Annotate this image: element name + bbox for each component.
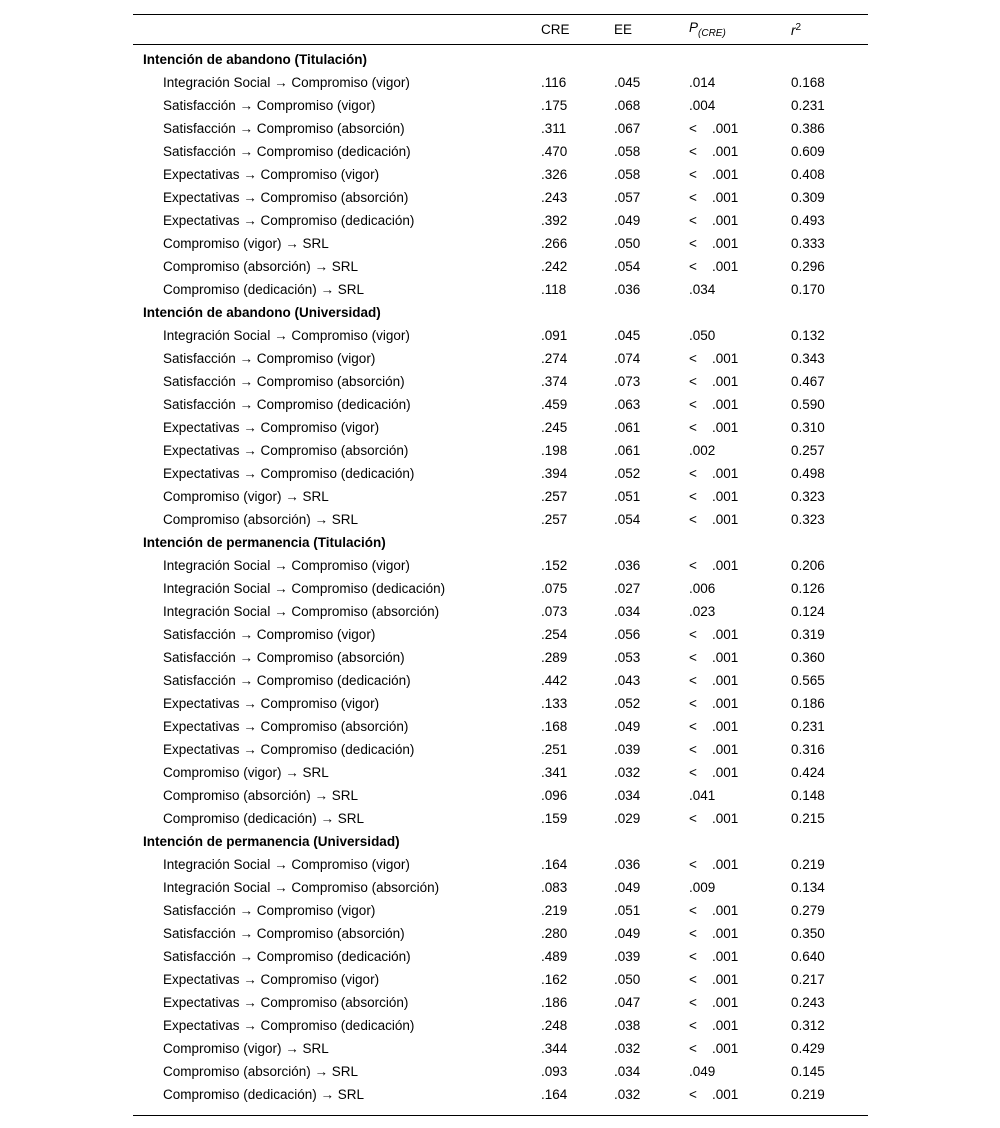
ee-value: .053: [614, 650, 641, 665]
less-than-sign: <: [689, 236, 697, 251]
p-value: < .001: [689, 416, 791, 439]
r2-value: 0.343: [791, 351, 825, 366]
table-row: [133, 1060, 868, 1083]
r2-value: 0.296: [791, 259, 825, 274]
p-value: < .001: [689, 232, 791, 255]
ee-value: .063: [614, 397, 641, 412]
header-r-squared: [791, 22, 868, 38]
ee-value: .034: [614, 1064, 641, 1079]
r2-value: 0.640: [791, 949, 825, 964]
r2-value: 0.170: [791, 282, 825, 297]
path-label: Expectativas → Compromiso (vigor): [163, 972, 380, 987]
cre-value: .242: [541, 259, 568, 274]
p-value: .002: [689, 443, 716, 458]
ee-value: .073: [614, 374, 641, 389]
p-value: < .001: [689, 370, 791, 393]
less-than-sign: <: [689, 213, 697, 228]
table-row: [133, 784, 868, 807]
r2-value: 0.132: [791, 328, 825, 343]
p-value: < .001: [689, 968, 791, 991]
r2-value: 0.360: [791, 650, 825, 665]
ee-value: .051: [614, 489, 641, 504]
ee-value: .043: [614, 673, 641, 688]
less-than-sign: <: [689, 489, 697, 504]
p-value: < .001: [689, 347, 791, 370]
less-than-sign: <: [689, 696, 697, 711]
results-table: [133, 14, 868, 1116]
cre-value: .248: [541, 1018, 568, 1033]
p-value: < .001: [689, 669, 791, 692]
p-value: < .001: [689, 945, 791, 968]
p-value: .006: [689, 581, 716, 596]
ee-value: .038: [614, 1018, 641, 1033]
p-value: .034: [689, 282, 716, 297]
less-than-sign: <: [689, 972, 697, 987]
p-value: < .001: [689, 485, 791, 508]
p-value: .014: [689, 75, 716, 90]
ee-value: .036: [614, 282, 641, 297]
table-row: [133, 899, 868, 922]
r2-value: 0.467: [791, 374, 825, 389]
less-than-sign: <: [689, 121, 697, 136]
path-label: Satisfacción → Compromiso (dedicación): [163, 949, 411, 964]
p-value: < .001: [689, 117, 791, 140]
path-label: Expectativas → Compromiso (absorción): [163, 719, 409, 734]
ee-value: .032: [614, 1087, 641, 1102]
cre-value: .243: [541, 190, 568, 205]
table-header-row: [133, 15, 868, 45]
less-than-sign: <: [689, 397, 697, 412]
table-row: [133, 462, 868, 485]
table-row: [133, 186, 868, 209]
r2-value: 0.319: [791, 627, 825, 642]
less-than-sign: <: [689, 1018, 697, 1033]
path-label: Integración Social → Compromiso (dedicación): [163, 581, 446, 596]
ee-value: .058: [614, 167, 641, 182]
path-label: Compromiso (dedicación) → SRL: [163, 282, 365, 297]
path-label: Expectativas → Compromiso (vigor): [163, 167, 380, 182]
p-value: .009: [689, 880, 716, 895]
cre-value: .289: [541, 650, 568, 665]
cre-value: .311: [541, 121, 567, 136]
ee-value: .027: [614, 581, 641, 596]
less-than-sign: <: [689, 926, 697, 941]
ee-value: .049: [614, 926, 641, 941]
table-row: [133, 922, 868, 945]
section-header-row: Intención de permanencia (Universidad): [143, 834, 400, 849]
path-label: Satisfacción → Compromiso (vigor): [163, 98, 376, 113]
r2-value: 0.590: [791, 397, 825, 412]
path-label: Expectativas → Compromiso (dedicación): [163, 213, 415, 228]
p-value: < .001: [689, 922, 791, 945]
table-row: [133, 1037, 868, 1060]
path-label: Integración Social → Compromiso (vigor): [163, 857, 410, 872]
cre-value: .091: [541, 328, 568, 343]
less-than-sign: <: [689, 742, 697, 757]
ee-value: .034: [614, 604, 641, 619]
ee-value: .058: [614, 144, 641, 159]
path-label: Compromiso (vigor) → SRL: [163, 236, 329, 251]
path-label: Integración Social → Compromiso (vigor): [163, 558, 410, 573]
path-label: Satisfacción → Compromiso (vigor): [163, 627, 376, 642]
ee-value: .050: [614, 236, 641, 251]
table-row: [133, 347, 868, 370]
path-label: Satisfacción → Compromiso (vigor): [163, 351, 376, 366]
ee-value: .061: [614, 420, 641, 435]
p-value: < .001: [689, 853, 791, 876]
r2-value: 0.312: [791, 1018, 825, 1033]
less-than-sign: <: [689, 857, 697, 872]
cre-value: .186: [541, 995, 568, 1010]
r2-value: 0.148: [791, 788, 825, 803]
cre-value: .096: [541, 788, 568, 803]
path-label: Satisfacción → Compromiso (dedicación): [163, 144, 411, 159]
path-label: Satisfacción → Compromiso (absorción): [163, 121, 405, 136]
less-than-sign: <: [689, 512, 697, 527]
ee-value: .036: [614, 558, 641, 573]
less-than-sign: <: [689, 627, 697, 642]
table-row: [133, 945, 868, 968]
path-label: Satisfacción → Compromiso (dedicación): [163, 397, 411, 412]
path-label: Expectativas → Compromiso (absorción): [163, 995, 409, 1010]
less-than-sign: <: [689, 673, 697, 688]
table-row: [133, 278, 868, 301]
table-row: [133, 94, 868, 117]
cre-value: .152: [541, 558, 568, 573]
p-value: .023: [689, 604, 716, 619]
path-label: Integración Social → Compromiso (absorción): [163, 604, 440, 619]
p-value: < .001: [689, 991, 791, 1014]
table-row: [133, 209, 868, 232]
table-row: [133, 71, 868, 94]
cre-value: .162: [541, 972, 568, 987]
less-than-sign: <: [689, 949, 697, 964]
p-value: < .001: [689, 209, 791, 232]
less-than-sign: <: [689, 190, 697, 205]
table-row: [133, 738, 868, 761]
less-than-sign: <: [689, 650, 697, 665]
ee-value: .054: [614, 512, 641, 527]
p-value: < .001: [689, 554, 791, 577]
ee-value: .074: [614, 351, 641, 366]
less-than-sign: <: [689, 811, 697, 826]
table-row: [133, 715, 868, 738]
r2-value: 0.323: [791, 489, 825, 504]
ee-value: .068: [614, 98, 641, 113]
p-value: < .001: [689, 738, 791, 761]
p-value: .050: [689, 328, 716, 343]
ee-value: .054: [614, 259, 641, 274]
r-superscript: 2: [795, 21, 802, 33]
table-row: [133, 876, 868, 899]
p-value: < .001: [689, 163, 791, 186]
cre-value: .280: [541, 926, 568, 941]
p-value: < .001: [689, 1037, 791, 1060]
p-value: < .001: [689, 807, 791, 830]
p-value: < .001: [689, 255, 791, 278]
table-row: [133, 439, 868, 462]
header-cre: CRE: [541, 22, 570, 37]
table-row: [133, 324, 868, 347]
path-label: Satisfacción → Compromiso (absorción): [163, 926, 405, 941]
cre-value: .257: [541, 489, 568, 504]
table-row: [133, 853, 868, 876]
less-than-sign: <: [689, 351, 697, 366]
table-row: [133, 163, 868, 186]
section-header-row: Intención de abandono (Universidad): [143, 305, 381, 320]
p-value: < .001: [689, 692, 791, 715]
r2-value: 0.217: [791, 972, 825, 987]
ee-value: .061: [614, 443, 641, 458]
r2-value: 0.408: [791, 167, 825, 182]
path-label: Compromiso (dedicación) → SRL: [163, 811, 365, 826]
less-than-sign: <: [689, 167, 697, 182]
r2-value: 0.323: [791, 512, 825, 527]
r2-value: 0.609: [791, 144, 825, 159]
table-row: [133, 393, 868, 416]
table-row: [133, 761, 868, 784]
cre-value: .219: [541, 903, 568, 918]
table-row: [133, 807, 868, 830]
path-label: Integración Social → Compromiso (absorción): [163, 880, 440, 895]
cre-value: .394: [541, 466, 568, 481]
path-label: Compromiso (vigor) → SRL: [163, 489, 329, 504]
table-row: [133, 692, 868, 715]
table-row: [133, 669, 868, 692]
less-than-sign: <: [689, 1041, 697, 1056]
ee-value: .052: [614, 466, 641, 481]
cre-value: .083: [541, 880, 568, 895]
path-label: Satisfacción → Compromiso (vigor): [163, 903, 376, 918]
cre-value: .118: [541, 282, 567, 297]
cre-value: .326: [541, 167, 568, 182]
r2-value: 0.145: [791, 1064, 825, 1079]
r2-value: 0.493: [791, 213, 825, 228]
r2-value: 0.124: [791, 604, 825, 619]
r2-value: 0.309: [791, 190, 825, 205]
r2-value: 0.498: [791, 466, 825, 481]
table-row: [133, 416, 868, 439]
ee-value: .039: [614, 742, 641, 757]
p-value: < .001: [689, 140, 791, 163]
ee-value: .049: [614, 213, 641, 228]
table-body: [133, 45, 868, 1115]
p-value: < .001: [689, 761, 791, 784]
r2-value: 0.126: [791, 581, 825, 596]
p-value: < .001: [689, 1083, 791, 1106]
table-row: [133, 623, 868, 646]
cre-value: .175: [541, 98, 568, 113]
path-label: Compromiso (absorción) → SRL: [163, 259, 359, 274]
table-row: [133, 255, 868, 278]
cre-value: .266: [541, 236, 568, 251]
p-value: < .001: [689, 623, 791, 646]
cre-value: .251: [541, 742, 568, 757]
r2-value: 0.206: [791, 558, 825, 573]
cre-value: .392: [541, 213, 568, 228]
ee-value: .029: [614, 811, 641, 826]
r2-value: 0.279: [791, 903, 825, 918]
table-row: [133, 646, 868, 669]
r2-value: 0.429: [791, 1041, 825, 1056]
less-than-sign: <: [689, 765, 697, 780]
table-row: [133, 485, 868, 508]
cre-value: .274: [541, 351, 568, 366]
p-value: < .001: [689, 646, 791, 669]
less-than-sign: <: [689, 259, 697, 274]
path-label: Integración Social → Compromiso (vigor): [163, 75, 410, 90]
table-row: [133, 140, 868, 163]
r2-value: 0.316: [791, 742, 825, 757]
cre-value: .374: [541, 374, 568, 389]
table-row: [133, 968, 868, 991]
less-than-sign: <: [689, 558, 697, 573]
p-value: < .001: [689, 462, 791, 485]
cre-value: .470: [541, 144, 568, 159]
table-row: [133, 370, 868, 393]
p-value: .004: [689, 98, 716, 113]
path-label: Compromiso (vigor) → SRL: [163, 1041, 329, 1056]
cre-value: .344: [541, 1041, 568, 1056]
table-row: [133, 554, 868, 577]
ee-value: .047: [614, 995, 641, 1010]
less-than-sign: <: [689, 719, 697, 734]
cre-value: .198: [541, 443, 568, 458]
path-label: Compromiso (absorción) → SRL: [163, 788, 359, 803]
ee-value: .052: [614, 696, 641, 711]
section-header-row: Intención de permanencia (Titulación): [143, 535, 386, 550]
table-row: [133, 991, 868, 1014]
cre-value: .257: [541, 512, 568, 527]
p-value: .041: [689, 788, 716, 803]
path-label: Compromiso (vigor) → SRL: [163, 765, 329, 780]
table-row: [133, 1083, 868, 1106]
cre-value: .073: [541, 604, 568, 619]
cre-value: .168: [541, 719, 568, 734]
ee-value: .049: [614, 880, 641, 895]
r2-value: 0.219: [791, 857, 825, 872]
r2-value: 0.215: [791, 811, 825, 826]
r2-value: 0.231: [791, 98, 825, 113]
r2-value: 0.186: [791, 696, 825, 711]
r2-value: 0.134: [791, 880, 825, 895]
r2-value: 0.168: [791, 75, 825, 90]
path-label: Expectativas → Compromiso (dedicación): [163, 742, 415, 757]
p-subscript: (CRE): [698, 28, 726, 39]
path-label: Compromiso (absorción) → SRL: [163, 512, 359, 527]
path-label: Compromiso (absorción) → SRL: [163, 1064, 359, 1079]
ee-value: .050: [614, 972, 641, 987]
table-row: [133, 117, 868, 140]
cre-value: .442: [541, 673, 568, 688]
cre-value: .341: [541, 765, 568, 780]
ee-value: .057: [614, 190, 641, 205]
path-label: Expectativas → Compromiso (vigor): [163, 696, 380, 711]
less-than-sign: <: [689, 144, 697, 159]
r2-value: 0.243: [791, 995, 825, 1010]
cre-value: .164: [541, 857, 568, 872]
path-label: Satisfacción → Compromiso (absorción): [163, 650, 405, 665]
r2-value: 0.333: [791, 236, 825, 251]
table-row: [133, 1014, 868, 1037]
header-p-cre: [689, 20, 791, 39]
section-header-row: Intención de abandono (Titulación): [143, 52, 367, 67]
ee-value: .032: [614, 1041, 641, 1056]
ee-value: .039: [614, 949, 641, 964]
less-than-sign: <: [689, 374, 697, 389]
path-label: Expectativas → Compromiso (absorción): [163, 443, 409, 458]
less-than-sign: <: [689, 420, 697, 435]
cre-value: .075: [541, 581, 568, 596]
cre-value: .093: [541, 1064, 568, 1079]
path-label: Compromiso (dedicación) → SRL: [163, 1087, 365, 1102]
ee-value: .045: [614, 75, 641, 90]
cre-value: .133: [541, 696, 568, 711]
p-value: .049: [689, 1064, 716, 1079]
p-value: < .001: [689, 1014, 791, 1037]
r2-value: 0.565: [791, 673, 825, 688]
table-row: [133, 600, 868, 623]
cre-value: .116: [541, 75, 567, 90]
p-value: < .001: [689, 715, 791, 738]
r2-value: 0.257: [791, 443, 825, 458]
cre-value: .164: [541, 1087, 568, 1102]
path-label: Expectativas → Compromiso (vigor): [163, 420, 380, 435]
p-symbol: P: [689, 20, 699, 35]
ee-value: .051: [614, 903, 641, 918]
path-label: Expectativas → Compromiso (dedicación): [163, 1018, 415, 1033]
r2-value: 0.424: [791, 765, 825, 780]
r2-value: 0.350: [791, 926, 825, 941]
cre-value: .459: [541, 397, 568, 412]
p-value: < .001: [689, 393, 791, 416]
table-row: [133, 577, 868, 600]
table-row: [133, 508, 868, 531]
header-ee: EE: [614, 22, 633, 37]
ee-value: .056: [614, 627, 641, 642]
ee-value: .032: [614, 765, 641, 780]
less-than-sign: <: [689, 995, 697, 1010]
table-row: [133, 232, 868, 255]
r2-value: 0.310: [791, 420, 825, 435]
path-label: Expectativas → Compromiso (absorción): [163, 190, 409, 205]
p-value: < .001: [689, 899, 791, 922]
r2-value: 0.219: [791, 1087, 825, 1102]
path-label: Integración Social → Compromiso (vigor): [163, 328, 410, 343]
path-label: Satisfacción → Compromiso (dedicación): [163, 673, 411, 688]
cre-value: .254: [541, 627, 568, 642]
less-than-sign: <: [689, 1087, 697, 1102]
less-than-sign: <: [689, 903, 697, 918]
r-symbol: r: [791, 22, 796, 38]
less-than-sign: <: [689, 466, 697, 481]
p-value: < .001: [689, 186, 791, 209]
path-label: Expectativas → Compromiso (dedicación): [163, 466, 415, 481]
cre-value: .489: [541, 949, 568, 964]
ee-value: .034: [614, 788, 641, 803]
p-value: < .001: [689, 508, 791, 531]
ee-value: .049: [614, 719, 641, 734]
ee-value: .067: [614, 121, 641, 136]
r2-value: 0.386: [791, 121, 825, 136]
cre-value: .159: [541, 811, 568, 826]
ee-value: .045: [614, 328, 641, 343]
ee-value: .036: [614, 857, 641, 872]
path-label: Satisfacción → Compromiso (absorción): [163, 374, 405, 389]
r2-value: 0.231: [791, 719, 825, 734]
cre-value: .245: [541, 420, 568, 435]
